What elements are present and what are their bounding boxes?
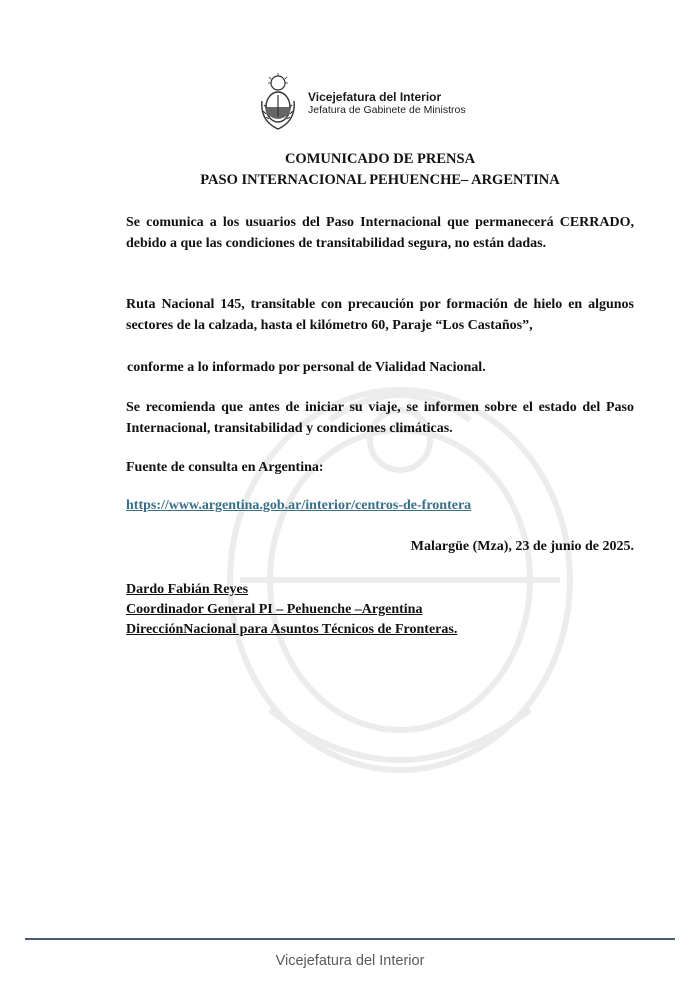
paragraph-closure: Se comunica a los usuarios del Paso Internacional que permanecerá CERRADO, debido a que las condiciones de transitabilidad segura, no están dadas. — [126, 215, 634, 251]
footer-divider — [25, 938, 675, 940]
date-line: Malargüe (Mza), 23 de junio de 2025. — [410, 539, 634, 554]
letterhead — [258, 72, 466, 134]
source-label: Fuente de consulta en Argentina: — [126, 460, 324, 475]
document-title: COMUNICADO DE PRENSA — [284, 151, 476, 167]
org-subtitle: Jefatura de Gabinete de Ministros — [308, 103, 466, 116]
source-link[interactable]: https://www.argentina.gob.ar/interior/centros-de-frontera — [126, 498, 472, 513]
signature-name: Dardo Fabián Reyes — [126, 582, 249, 597]
paragraph-recommendation: Se recomienda que antes de iniciar su viaje, se informen sobre el estado del Paso Internacional, transitabilidad y condiciones climáticas. — [126, 400, 634, 436]
signature-office: DirecciónNacional para Asuntos Técnicos de Fronteras. — [126, 622, 458, 637]
signature-role: Coordinador General PI – Pehuenche –Argentina — [126, 602, 423, 617]
paragraph-route-source: conforme a lo informado por personal de Vialidad Nacional. — [127, 360, 486, 375]
paragraph-route: Ruta Nacional 145, transitable con precaución por formación de hielo en algunos sectores de la calzada, hasta el kilómetro 60, Paraje “Los Castaños”, — [126, 297, 634, 333]
footer-text: Vicejefatura del Interior — [275, 953, 425, 969]
document-subtitle: PASO INTERNACIONAL PEHUENCHE– ARGENTINA — [200, 172, 560, 188]
coat-of-arms-icon — [258, 73, 298, 133]
org-name: Vicejefatura del Interior — [308, 89, 442, 104]
